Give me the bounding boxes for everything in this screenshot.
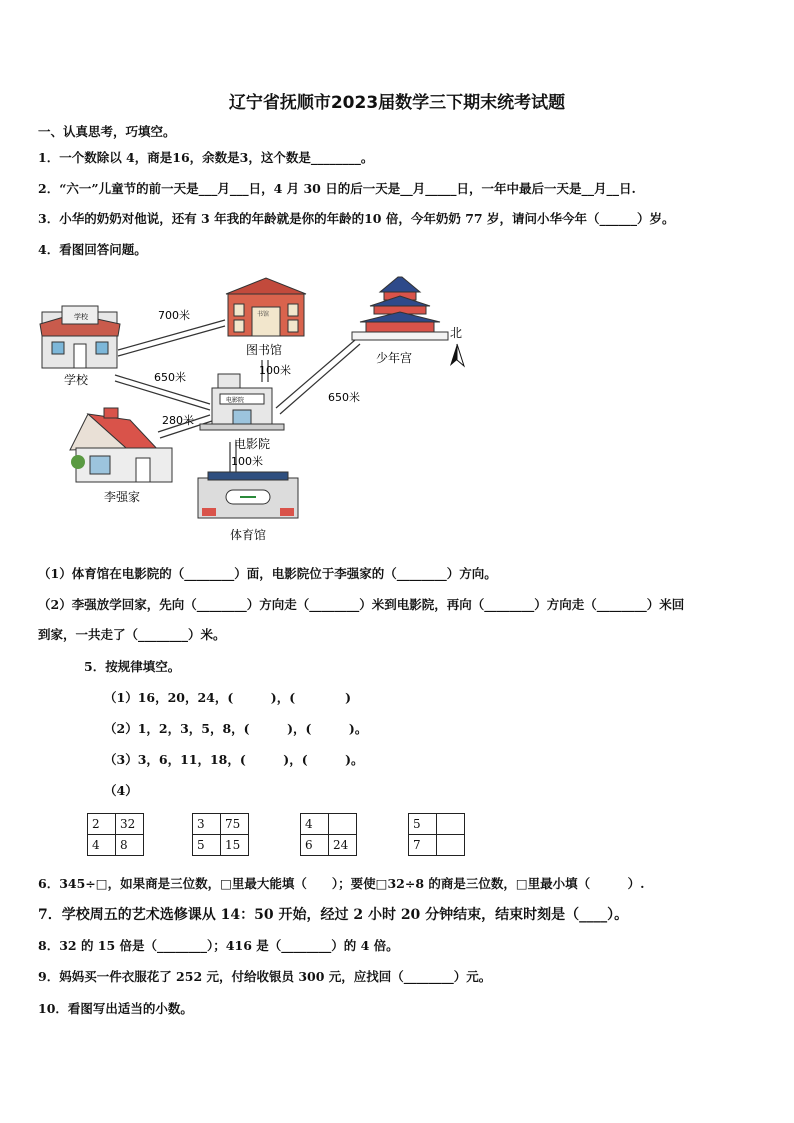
question-6: 6．345÷□，如果商是三位数，□里最大能填（ ）；要使□32÷8 的商是三位数，□里最小填（ ）. xyxy=(38,876,645,891)
number-grid xyxy=(192,813,249,856)
question-4-1: （1）体育馆在电影院的（________）面，电影院位于李强家的（________）方向。 xyxy=(38,566,497,581)
label-gym: 体育馆 xyxy=(230,528,267,542)
distance-youth-cinema: 650米 xyxy=(328,391,360,404)
page-title: 辽宁省抚顺市2023届数学三下期末统考试题 xyxy=(228,93,566,113)
library-sign-text: 书馆 xyxy=(257,311,270,318)
distance-school-library: 700米 xyxy=(158,309,190,322)
distance-school-cinema: 650米 xyxy=(154,371,186,384)
question-8: 8．32 的 15 倍是（________）；416 是（________）的 4 倍。 xyxy=(38,938,399,953)
cinema-sign-text: 电影院 xyxy=(226,397,245,404)
label-cinema: 电影院 xyxy=(234,437,271,451)
grid-cell: 24 xyxy=(329,835,357,856)
grid-cell: 75 xyxy=(221,814,249,835)
school-building xyxy=(40,306,120,368)
question-5-4: （4） xyxy=(104,783,138,798)
label-school: 学校 xyxy=(64,373,89,387)
grid-cell: 5 xyxy=(409,814,437,835)
grid-cell: 7 xyxy=(409,835,437,856)
label-lqhome: 李强家 xyxy=(104,490,141,504)
north-arrow-icon xyxy=(450,344,457,366)
question-5: 5．按规律填空。 xyxy=(84,659,181,674)
grid-cell xyxy=(329,814,357,835)
grid-cell: 3 xyxy=(193,814,221,835)
question-5-2: （2）1，2，3，5，8，( )，( )。 xyxy=(104,721,368,736)
question-7: 7．学校周五的艺术选修课从 14：50 开始，经过 2 小时 20 分钟结束，结束时刻是（____）。 xyxy=(38,907,629,923)
number-grid xyxy=(408,813,465,856)
number-grid xyxy=(300,813,357,856)
library-building xyxy=(226,278,306,336)
question-1: 1．一个数除以 4，商是16，余数是3，这个数是________。 xyxy=(38,150,374,165)
grid-cell: 5 xyxy=(193,835,221,856)
grid-cell xyxy=(437,814,465,835)
grid-cell xyxy=(437,835,465,856)
distance-library-cinema: 100米 xyxy=(259,364,291,377)
school-sign-text: 学校 xyxy=(74,313,88,321)
grid-cell: 32 xyxy=(116,814,144,835)
label-north: 北 xyxy=(450,326,463,340)
lqhome-building xyxy=(70,408,172,482)
number-grid xyxy=(87,813,144,856)
label-library: 图书馆 xyxy=(246,343,283,357)
grid-cell: 4 xyxy=(88,835,116,856)
question-2: 2．“六一”儿童节的前一天是___月___日，4 月 30 日的后一天是__月_____日，一年中最后一天是__月__日. xyxy=(38,181,636,196)
grid-cell: 4 xyxy=(301,814,329,835)
distance-cinema-gym: 100米 xyxy=(231,455,263,468)
question-9: 9．妈妈买一件衣服花了 252 元，付给收银员 300 元，应找回（________）元。 xyxy=(38,969,492,984)
cinema-building xyxy=(200,374,284,430)
question-5-1: （1）16，20，24，( )，( ) xyxy=(104,690,352,705)
question-4-2: （2）李强放学回家，先向（________）方向走（________）米到电影院，再向（________）方向走（________）米回 xyxy=(38,597,685,612)
gym-building xyxy=(198,472,298,518)
grid-cell: 2 xyxy=(88,814,116,835)
distance-lq-cinema: 280米 xyxy=(162,414,194,427)
map-illustration xyxy=(30,272,490,557)
label-youth-palace: 少年宫 xyxy=(376,351,413,365)
grid-cell: 6 xyxy=(301,835,329,856)
question-4: 4．看图回答问题。 xyxy=(38,242,147,257)
question-10: 10．看图写出适当的小数。 xyxy=(38,1001,193,1016)
question-4-2-cont: 到家，一共走了（________）米。 xyxy=(38,627,226,642)
question-3: 3．小华的奶奶对他说，还有 3 年我的年龄就是你的年龄的10 倍，今年奶奶 77 岁，请问小华今年（______）岁。 xyxy=(38,211,675,226)
grid-cell: 15 xyxy=(221,835,249,856)
question-5-3: （3）3，6，11，18，( )，( )。 xyxy=(104,752,364,767)
section-heading: 一、认真思考，巧填空。 xyxy=(38,124,176,139)
youth-palace-building xyxy=(352,277,448,340)
grid-cell: 8 xyxy=(116,835,144,856)
